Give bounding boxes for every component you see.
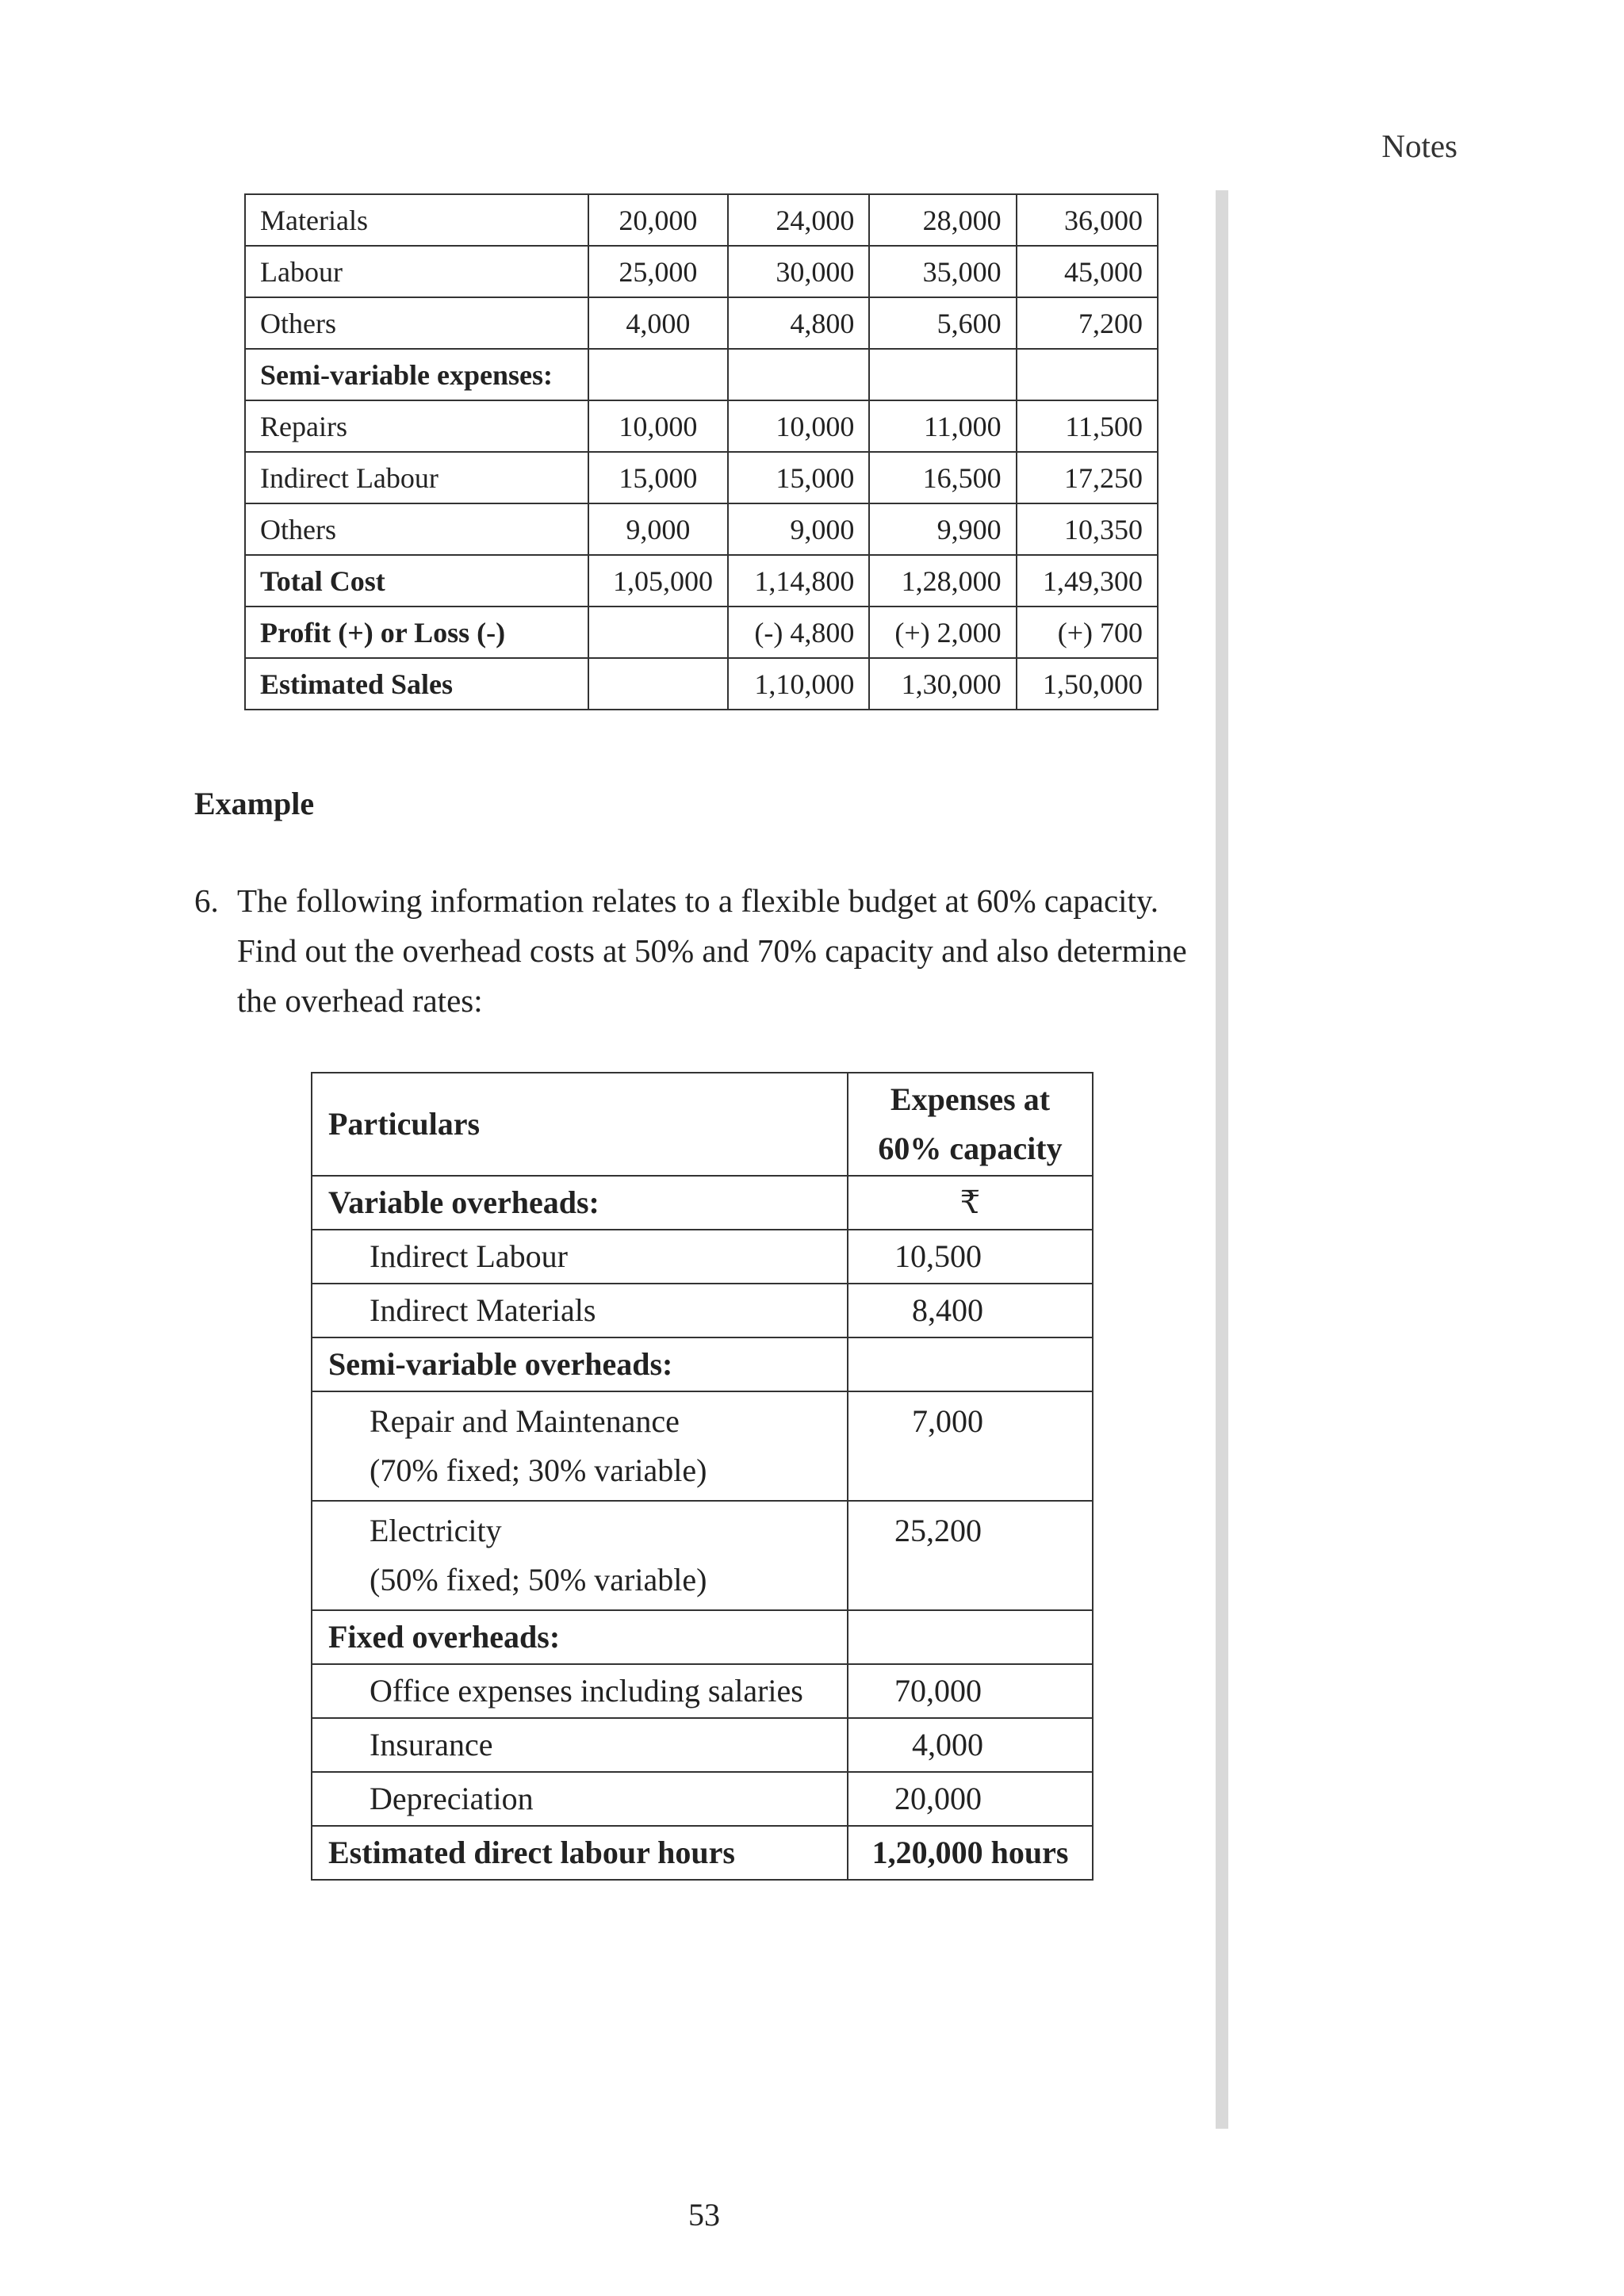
row-value: (-) 4,800 [728,607,869,658]
question-line: the overhead rates: [237,982,483,1019]
row-value [588,607,728,658]
question-line: Find out the overhead costs at 50% and 70% capacity and also determine [237,932,1187,969]
header-expenses [848,1073,1093,1176]
row-value: 30,000 [728,246,869,297]
row-label-line: Repair and Maintenance [370,1403,680,1439]
row-value: 45,000 [1017,246,1158,297]
table-row [312,1664,1093,1718]
row-value: 70,000 [848,1664,1093,1718]
question-number: 6. [194,882,219,919]
row-label [312,1501,848,1610]
question-line: The following information relates to a flexible budget at 60% capacity. [237,882,1159,919]
row-value: 9,000 [588,503,728,555]
table-row [312,1284,1093,1337]
table-row [245,297,1158,349]
row-value [1017,349,1158,400]
table-row [312,1230,1093,1284]
currency-symbol: ₹ [848,1176,1093,1230]
table-row [312,1718,1093,1772]
row-value: 8,400 [848,1284,1093,1337]
question-text [237,876,1217,1026]
row-value: 17,250 [1017,452,1158,503]
row-value: 11,500 [1017,400,1158,452]
row-value: 11,000 [869,400,1016,452]
row-value: 7,000 [848,1391,1093,1501]
row-label: Insurance [312,1718,848,1772]
section-semi-variable: Semi-variable overheads: [312,1337,848,1391]
row-value: 4,000 [848,1718,1093,1772]
row-value: 1,05,000 [588,555,728,607]
row-label: Semi-variable expenses: [245,349,588,400]
table-row [245,349,1158,400]
row-value: 10,500 [848,1230,1093,1284]
empty-cell [848,1610,1093,1664]
section-fixed: Fixed overheads: [312,1610,848,1664]
row-value [869,349,1016,400]
notes-label: Notes [1381,128,1457,164]
row-value: 10,000 [728,400,869,452]
table-header-row [312,1073,1093,1176]
row-label [312,1391,848,1501]
row-label-note: (70% fixed; 30% variable) [370,1452,707,1488]
row-value: 28,000 [869,194,1016,246]
total-value: 1,20,000 hours [848,1826,1093,1880]
row-label: Materials [245,194,588,246]
row-value: 4,000 [588,297,728,349]
row-label: Labour [245,246,588,297]
row-label-line: Electricity [370,1513,502,1548]
row-label: Indirect Labour [245,452,588,503]
row-label: Estimated Sales [245,658,588,710]
row-value: (+) 700 [1017,607,1158,658]
table-row [312,1610,1093,1664]
cost-table [244,193,1159,710]
row-value: 1,28,000 [869,555,1016,607]
row-value: 20,000 [588,194,728,246]
row-value: 15,000 [728,452,869,503]
table-row [245,400,1158,452]
table-row [245,194,1158,246]
row-label: Others [245,503,588,555]
row-value: 5,600 [869,297,1016,349]
section-variable: Variable overheads: [312,1176,848,1230]
row-value: 35,000 [869,246,1016,297]
header-particulars: Particulars [312,1073,848,1176]
row-label: Indirect Labour [312,1230,848,1284]
row-label: Total Cost [245,555,588,607]
table-row [245,658,1158,710]
table-total-row [312,1826,1093,1880]
row-value: 9,900 [869,503,1016,555]
row-value: 1,10,000 [728,658,869,710]
empty-cell [848,1337,1093,1391]
row-label: Office expenses including salaries [312,1664,848,1718]
row-value [588,349,728,400]
table-row [312,1337,1093,1391]
table-row [312,1176,1093,1230]
table-row [312,1501,1093,1610]
row-value: 1,14,800 [728,555,869,607]
row-value: 16,500 [869,452,1016,503]
row-value: 1,30,000 [869,658,1016,710]
table-row [245,503,1158,555]
row-value: 20,000 [848,1772,1093,1826]
row-value: 4,800 [728,297,869,349]
page-number: 53 [688,2197,720,2233]
cost-table-body [245,194,1158,710]
table-row [312,1391,1093,1501]
row-label: Repairs [245,400,588,452]
row-value [588,658,728,710]
row-label: Profit (+) or Loss (-) [245,607,588,658]
row-value: 10,350 [1017,503,1158,555]
example-heading: Example [194,786,315,821]
row-value [728,349,869,400]
row-value: (+) 2,000 [869,607,1016,658]
row-value: 36,000 [1017,194,1158,246]
row-value: 24,000 [728,194,869,246]
header-expenses-line: Expenses at [890,1081,1051,1117]
row-value: 9,000 [728,503,869,555]
row-label-note: (50% fixed; 50% variable) [370,1562,707,1598]
example-question [194,876,1217,1026]
margin-bar [1216,190,1228,2129]
row-value: 1,50,000 [1017,658,1158,710]
row-value: 7,200 [1017,297,1158,349]
row-value: 1,49,300 [1017,555,1158,607]
row-value: 15,000 [588,452,728,503]
row-value: 25,200 [848,1501,1093,1610]
total-label: Estimated direct labour hours [312,1826,848,1880]
table-row [245,555,1158,607]
table-row [245,246,1158,297]
row-value: 10,000 [588,400,728,452]
overhead-table [311,1072,1094,1881]
row-value: 25,000 [588,246,728,297]
header-expenses-line: 60% capacity [878,1131,1063,1166]
row-label: Depreciation [312,1772,848,1826]
row-label: Others [245,297,588,349]
row-label: Indirect Materials [312,1284,848,1337]
table-row [312,1772,1093,1826]
table-row [245,452,1158,503]
table-row [245,607,1158,658]
